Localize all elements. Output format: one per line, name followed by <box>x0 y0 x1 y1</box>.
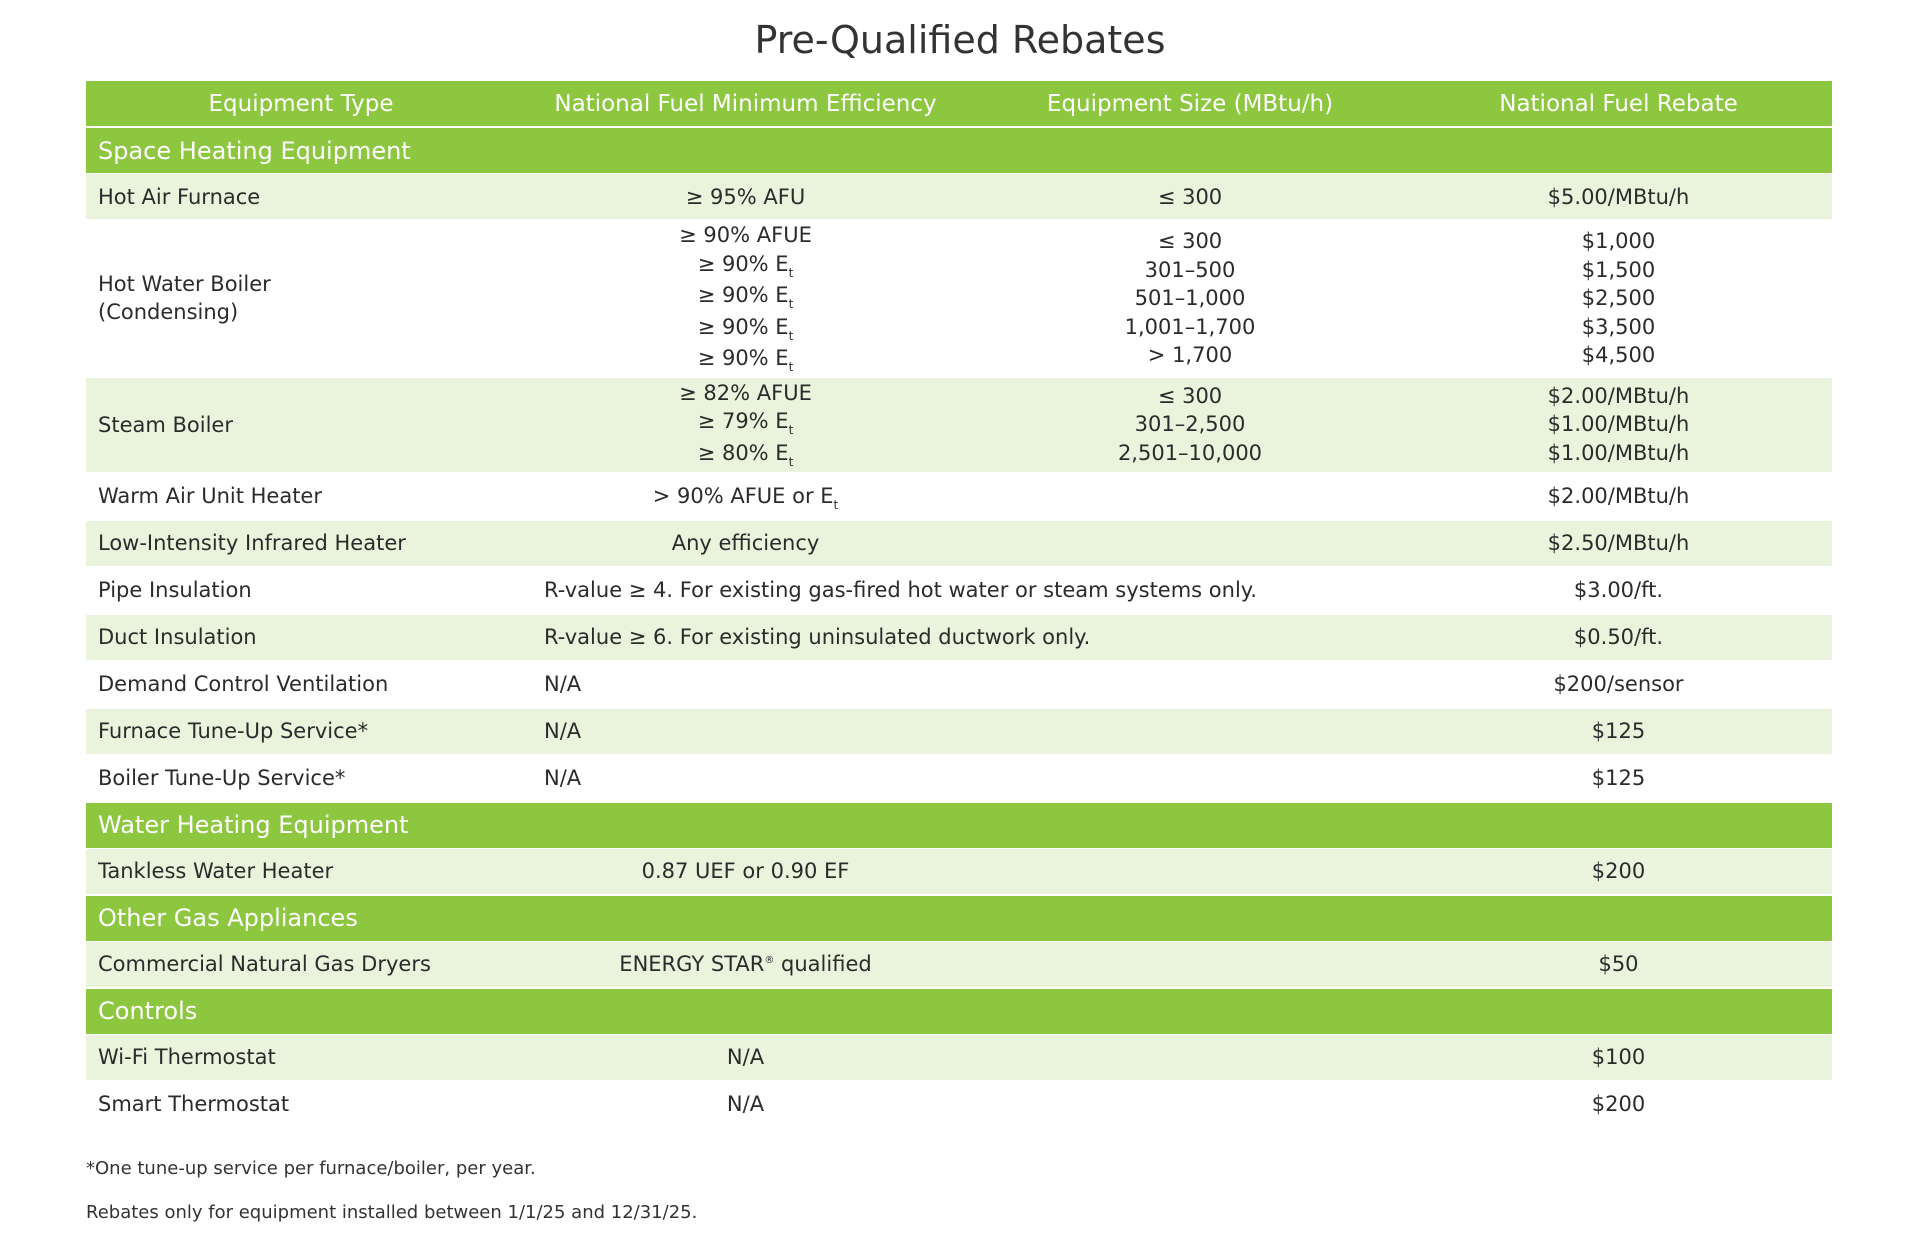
table-row <box>86 377 1832 473</box>
efficiency-text: > 90% AFUE or E <box>652 484 834 508</box>
table-row <box>86 848 1832 895</box>
min-efficiency: 0.87 UEF or 0.90 EF <box>516 848 975 895</box>
subscript: t <box>788 265 794 280</box>
efficiency-text: ≥ 79% E <box>697 409 789 434</box>
table-row <box>86 567 1832 614</box>
footnote-install-dates: Rebates only for equipment installed between 1/1/25 and 12/31/25. <box>86 1202 698 1223</box>
table-row <box>86 174 1832 221</box>
efficiency-text: ≥ 90% E <box>697 251 789 276</box>
min-efficiency: ≥ 95% AFU <box>516 174 975 221</box>
table-row <box>86 1081 1832 1128</box>
subscript: t <box>788 423 794 438</box>
table-row <box>86 473 1832 520</box>
table-row <box>86 941 1832 988</box>
subscript: t <box>788 360 794 374</box>
rebate-value: $2.00/MBtu/h <box>1405 473 1832 520</box>
rebate-line: $4,500 <box>1581 343 1656 367</box>
rebate-line: $2,500 <box>1581 286 1656 310</box>
equipment-name: Steam Boiler <box>86 377 516 473</box>
equipment-size: ≤ 300 <box>975 174 1405 221</box>
registered-mark: ® <box>764 955 775 966</box>
section-fill <box>516 988 1832 1035</box>
equipment-name: Commercial Natural Gas Dryers <box>86 941 516 988</box>
equipment-size <box>975 941 1405 988</box>
efficiency-text: ≥ 80% E <box>697 440 789 465</box>
header-minimum-efficiency: National Fuel Minimum Efficiency <box>516 81 975 127</box>
equipment-size <box>975 848 1405 895</box>
min-efficiency: N/A <box>516 755 1405 802</box>
size-line: > 1,700 <box>1147 343 1233 367</box>
section-title: Water Heating Equipment <box>86 802 1832 849</box>
size-line: ≤ 300 <box>1157 383 1223 408</box>
section-title: Space Heating Equipment <box>86 127 1832 174</box>
efficiency-line <box>516 281 975 313</box>
rebate-value: $100 <box>1405 1034 1832 1081</box>
rebate-value: $0.50/ft. <box>1405 614 1832 661</box>
efficiency-line <box>516 250 975 282</box>
rebate-value: $200 <box>1405 1081 1832 1128</box>
rebate-value: $125 <box>1405 755 1832 802</box>
efficiency-text: ≥ 90% E <box>697 346 789 370</box>
efficiency-suffix: qualified <box>774 952 872 976</box>
header-equipment-size: Equipment Size (MBtu/h) <box>975 81 1405 127</box>
header-rebate: National Fuel Rebate <box>1405 81 1832 127</box>
rebate-value <box>1405 220 1832 377</box>
equipment-size <box>975 377 1405 473</box>
equipment-size <box>975 708 1405 755</box>
subscript: t <box>788 454 794 469</box>
min-efficiency: N/A <box>516 1034 975 1081</box>
efficiency-line: ≥ 82% AFUE <box>679 380 812 405</box>
equipment-name <box>86 220 516 377</box>
rebate-line: $1.00/MBtu/h <box>1547 412 1690 437</box>
equipment-size <box>975 520 1405 567</box>
table-row <box>86 220 1832 377</box>
equipment-name-line: (Condensing) <box>98 300 239 325</box>
size-line: 301–500 <box>1144 257 1236 282</box>
equipment-name: Demand Control Ventilation <box>86 661 516 708</box>
equipment-name: Furnace Tune-Up Service* <box>86 708 516 755</box>
section-row-space-heating <box>86 127 1832 174</box>
rebate-value: $200/sensor <box>1405 661 1832 708</box>
section-title: Controls <box>86 988 516 1035</box>
section-title: Other Gas Appliances <box>86 895 516 942</box>
rebate-value: $200 <box>1405 848 1832 895</box>
section-fill <box>516 895 1832 942</box>
efficiency-line: ≥ 90% AFUE <box>679 223 812 247</box>
efficiency-line <box>516 439 975 471</box>
requirement-text: R-value ≥ 6. For existing uninsulated ductwork only. <box>516 614 1405 661</box>
equipment-size <box>975 1034 1405 1081</box>
subscript: t <box>788 328 794 343</box>
table-row <box>86 1034 1832 1081</box>
subscript: t <box>788 297 794 311</box>
rebate-line: $1,000 <box>1581 229 1656 253</box>
efficiency-text: ≥ 90% E <box>697 314 789 339</box>
page-title: Pre-Qualified Rebates <box>754 18 1166 62</box>
size-line: 1,001–1,700 <box>1124 314 1256 339</box>
section-row-controls <box>86 988 1832 1035</box>
efficiency-line <box>516 407 975 439</box>
rebate-line: $3,500 <box>1581 314 1656 339</box>
size-line: 2,501–10,000 <box>1117 440 1263 465</box>
size-line: 501–1,000 <box>1134 286 1246 310</box>
equipment-size <box>975 473 1405 520</box>
rebate-value <box>1405 377 1832 473</box>
equipment-name: Tankless Water Heater <box>86 848 516 895</box>
equipment-name: Boiler Tune-Up Service* <box>86 755 516 802</box>
header-equipment-type: Equipment Type <box>86 81 516 127</box>
equipment-name: Warm Air Unit Heater <box>86 473 516 520</box>
equipment-name: Wi-Fi Thermostat <box>86 1034 516 1081</box>
size-line: 301–2,500 <box>1134 412 1246 437</box>
min-efficiency: N/A <box>516 661 1405 708</box>
subscript: t <box>833 498 839 512</box>
min-efficiency <box>516 941 975 988</box>
table-row <box>86 661 1832 708</box>
equipment-name-line: Hot Water Boiler <box>98 271 271 296</box>
section-row-other-gas-appliances <box>86 895 1832 942</box>
min-efficiency <box>516 220 975 377</box>
equipment-name: Low-Intensity Infrared Heater <box>86 520 516 567</box>
min-efficiency: N/A <box>516 1081 975 1128</box>
table-row <box>86 520 1832 567</box>
size-line: ≤ 300 <box>1157 229 1223 253</box>
rebate-line: $2.00/MBtu/h <box>1547 383 1690 408</box>
footnote-tune-up: *One tune-up service per furnace/boiler, per year. <box>86 1158 536 1179</box>
efficiency-line <box>516 344 975 376</box>
table-row <box>86 755 1832 802</box>
min-efficiency <box>516 473 975 520</box>
min-efficiency: N/A <box>516 708 975 755</box>
efficiency-line <box>516 313 975 345</box>
table-row <box>86 708 1832 755</box>
efficiency-text: ENERGY STAR <box>619 952 765 976</box>
table-header-row <box>86 81 1832 127</box>
rebate-value: $2.50/MBtu/h <box>1405 520 1832 567</box>
equipment-size <box>975 1081 1405 1128</box>
equipment-name: Pipe Insulation <box>86 567 516 614</box>
efficiency-text: ≥ 90% E <box>697 283 789 307</box>
rebate-value: $125 <box>1405 708 1832 755</box>
rebate-value: $50 <box>1405 941 1832 988</box>
section-row-water-heating <box>86 802 1832 849</box>
rebate-value: $3.00/ft. <box>1405 567 1832 614</box>
equipment-name: Duct Insulation <box>86 614 516 661</box>
rebate-line: $1,500 <box>1581 257 1656 282</box>
rebate-value: $5.00/MBtu/h <box>1405 174 1832 221</box>
rebate-line: $1.00/MBtu/h <box>1547 440 1690 465</box>
rebates-table <box>86 81 1832 1129</box>
equipment-size <box>975 220 1405 377</box>
min-efficiency <box>516 377 975 473</box>
equipment-name: Hot Air Furnace <box>86 174 516 221</box>
requirement-text: R-value ≥ 4. For existing gas-fired hot water or steam systems only. <box>516 567 1405 614</box>
equipment-name: Smart Thermostat <box>86 1081 516 1128</box>
table-row <box>86 614 1832 661</box>
min-efficiency: Any efficiency <box>516 520 975 567</box>
